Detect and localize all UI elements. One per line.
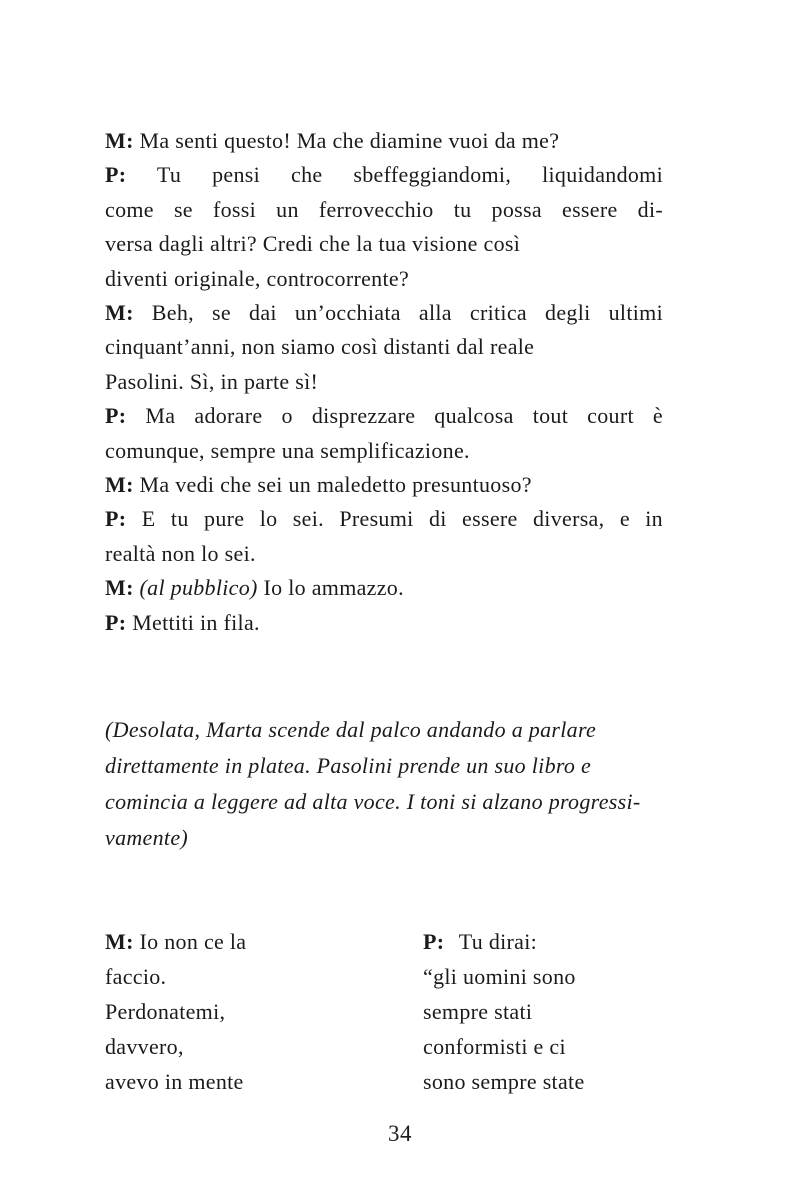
speaker-label: M: — [105, 472, 134, 498]
dialogue-line: P: E tu pure lo sei. Presumi di essere diversa, e in — [105, 506, 663, 532]
speaker-label: P: — [105, 609, 127, 635]
column-left — [105, 924, 355, 1099]
dialogue-line: P: Ma adorare o disprezzare qualcosa tout court è — [105, 403, 663, 429]
column-line: sempre stati — [423, 999, 533, 1024]
stage-direction-line: vamente) — [105, 825, 189, 850]
column-line: Perdonatemi, — [105, 999, 226, 1024]
stage-direction-line: direttamente in platea. Pasolini prende un suo libro e — [105, 753, 592, 778]
dialogue-line: P: Tu pensi che sbeffeggiandomi, liquidandomi — [105, 162, 663, 188]
speaker-label: P: — [423, 929, 445, 954]
stage-direction-line: (Desolata, Marta scende dal palco andando a parlare — [105, 717, 597, 742]
speaker-label: M: — [105, 575, 134, 601]
stage-direction-line: comincia a leggere ad alta voce. I toni si alzano progressi- — [105, 789, 641, 814]
column-line: davvero, — [105, 1034, 184, 1059]
dialogue-line: realtà non lo sei. — [105, 540, 256, 566]
dialogue-line: M: Ma senti questo! Ma che diamine vuoi da me? — [105, 128, 560, 153]
page-number: 34 — [388, 1121, 412, 1146]
column-line: “gli uomini sono — [423, 964, 576, 989]
speaker-label: M: — [105, 128, 134, 153]
dialogue-line: comunque, sempre una semplificazione. — [105, 437, 470, 463]
dialogue-block — [105, 124, 663, 640]
dialogue-line: diventi originale, controcorrente? — [105, 265, 410, 291]
speaker-label: M: — [105, 300, 134, 326]
dialogue-line: come se fossi un ferrovecchio tu possa essere di- — [105, 196, 663, 222]
speaker-label: M: — [105, 929, 134, 954]
dialogue-line: M: Beh, se dai un’occhiata alla critica degli ultimi — [105, 300, 663, 326]
dialogue-line: M: Ma vedi che sei un maledetto presuntuoso? — [105, 472, 532, 498]
column-line: avevo in mente — [105, 1069, 244, 1094]
speaker-label: P: — [105, 162, 127, 188]
speaker-label: P: — [105, 403, 127, 429]
stage-cue-inline: (al pubblico) — [139, 575, 258, 601]
speaker-label: P: — [105, 506, 127, 532]
dialogue-line: M: (al pubblico) Io lo ammazzo. — [105, 575, 404, 601]
dialogue-line: versa dagli altri? Credi che la tua visione così — [105, 231, 521, 257]
column-line: sono sempre state — [423, 1069, 585, 1094]
column-line: conformisti e ci — [423, 1034, 566, 1059]
dialogue-line: cinquant’anni, non siamo così distanti dal reale — [105, 334, 535, 360]
dialogue-line: Pasolini. Sì, in parte sì! — [105, 368, 319, 394]
column-line: M: Io non ce la — [105, 929, 247, 954]
column-line: faccio. — [105, 964, 167, 989]
column-right — [423, 924, 673, 1099]
stage-direction-block — [105, 712, 685, 856]
column-line: P: Tu dirai: — [423, 929, 538, 954]
dialogue-line: P: Mettiti in fila. — [105, 609, 260, 635]
